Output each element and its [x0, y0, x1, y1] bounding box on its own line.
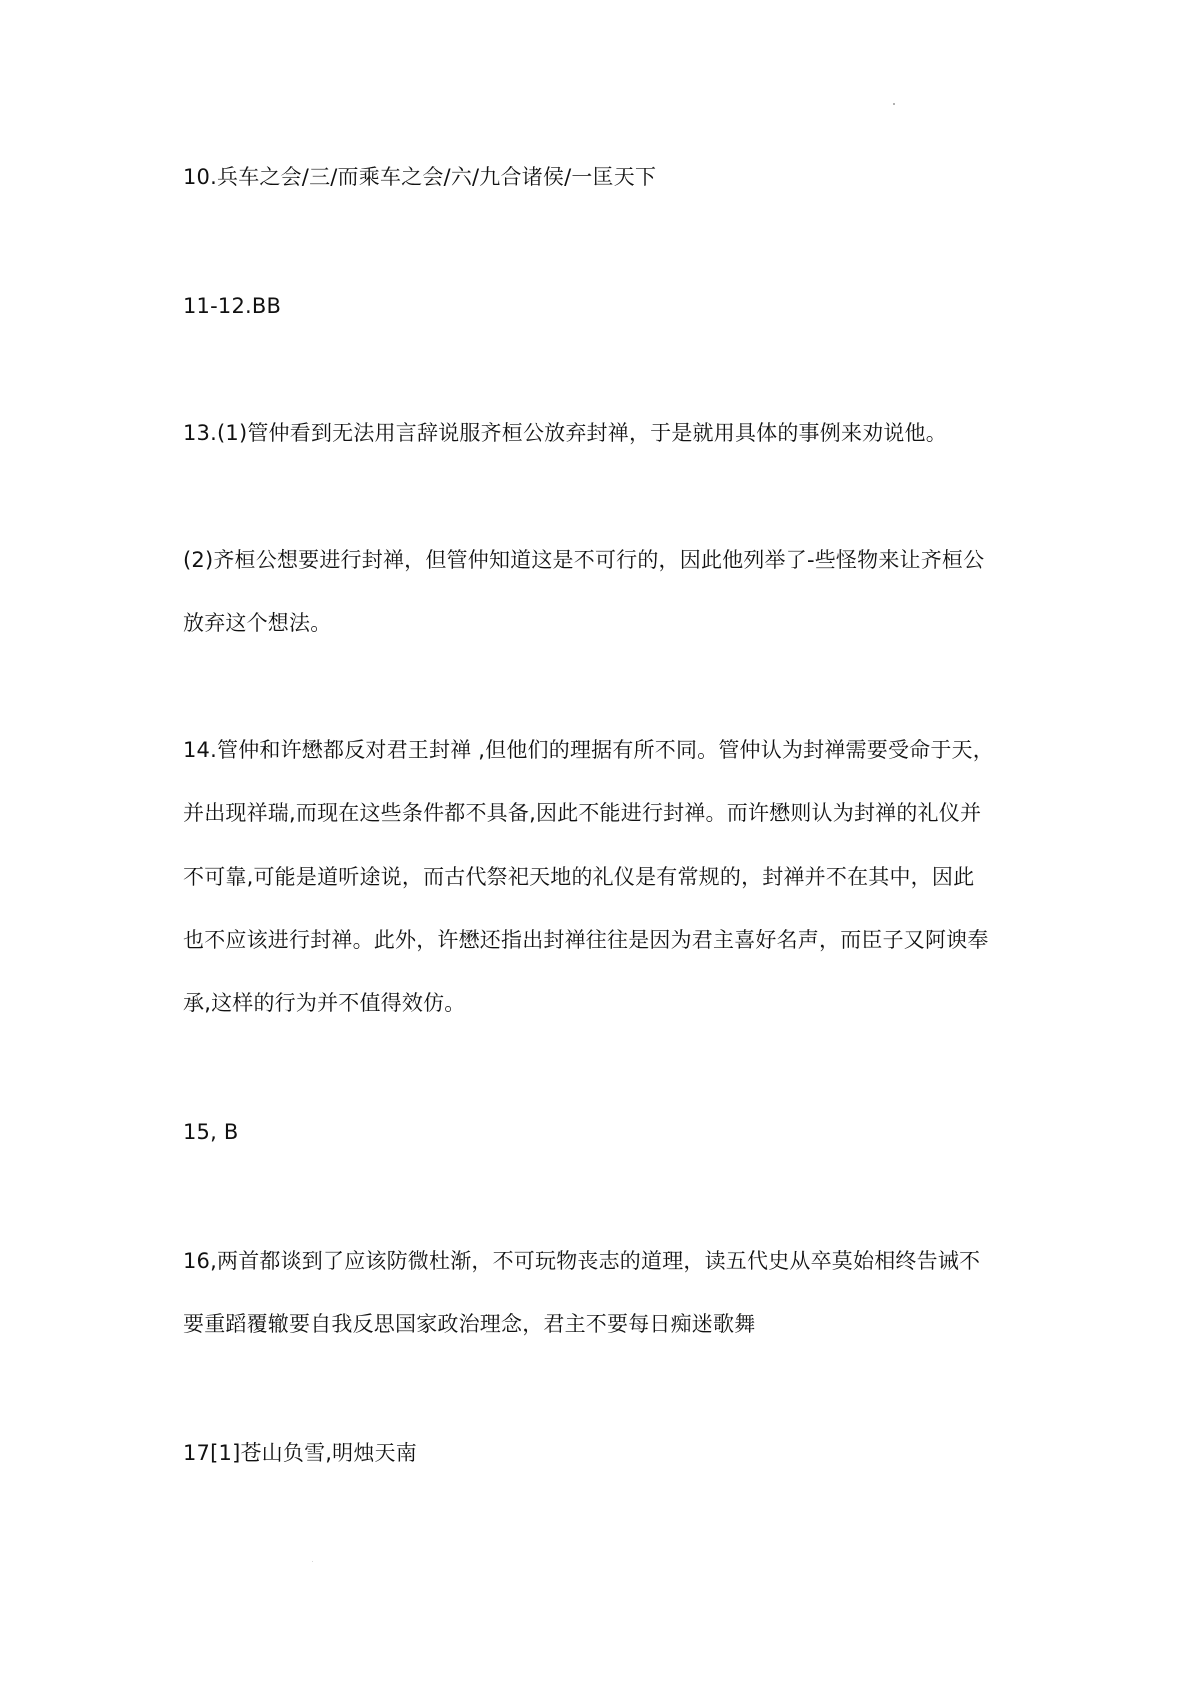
answer-16-line2: 要重蹈覆辙要自我反思国家政治理念，君主不要每日痴迷歌舞 — [183, 1312, 756, 1336]
answer-14-line5: 承,这样的行为并不值得效仿。 — [183, 991, 466, 1015]
answer-14-line3: 不可靠,可能是道听途说，而古代祭祀天地的礼仪是有常规的，封禅并不在其中，因此 — [183, 865, 975, 889]
answer-13-part2-line1: (2)齐桓公想要进行封禅，但管仲知道这是不可行的，因此他列举了-些怪物来让齐桓公 — [183, 548, 985, 572]
answer-14-line4: 也不应该进行封禅。此外，许懋还指出封禅往往是因为君主喜好名声，而臣子又阿谀奉 — [183, 928, 989, 952]
answer-17: 17[1]苍山负雪,明烛天南 — [183, 1441, 417, 1465]
scan-speck — [893, 103, 895, 105]
answer-14-line2: 并出现祥瑞,而现在这些条件都不具备,因此不能进行封禅。而许懋则认为封禅的礼仪并 — [183, 801, 982, 825]
answer-15: 15, B — [183, 1120, 239, 1144]
answer-16-line1: 16,两首都谈到了应该防微杜渐，不可玩物丧志的道理，读五代史从卒莫始相终告诫不 — [183, 1249, 981, 1273]
answer-13-part1: 13.(1)管仲看到无法用言辞说服齐桓公放弃封禅，于是就用具体的事例来劝说他。 — [183, 421, 947, 445]
answer-10: 10.兵车之会/三/而乘车之会/六/九合诸侯/一匡天下 — [183, 165, 657, 189]
answer-11-12: 11-12.BB — [183, 294, 282, 318]
answer-14-line1: 14.管仲和许懋都反对君王封禅 ,但他们的理据有所不同。管仲认为封禅需要受命于天， — [183, 738, 994, 762]
scan-speck — [312, 1561, 313, 1562]
answer-13-part2-line2: 放弃这个想法。 — [183, 611, 332, 635]
